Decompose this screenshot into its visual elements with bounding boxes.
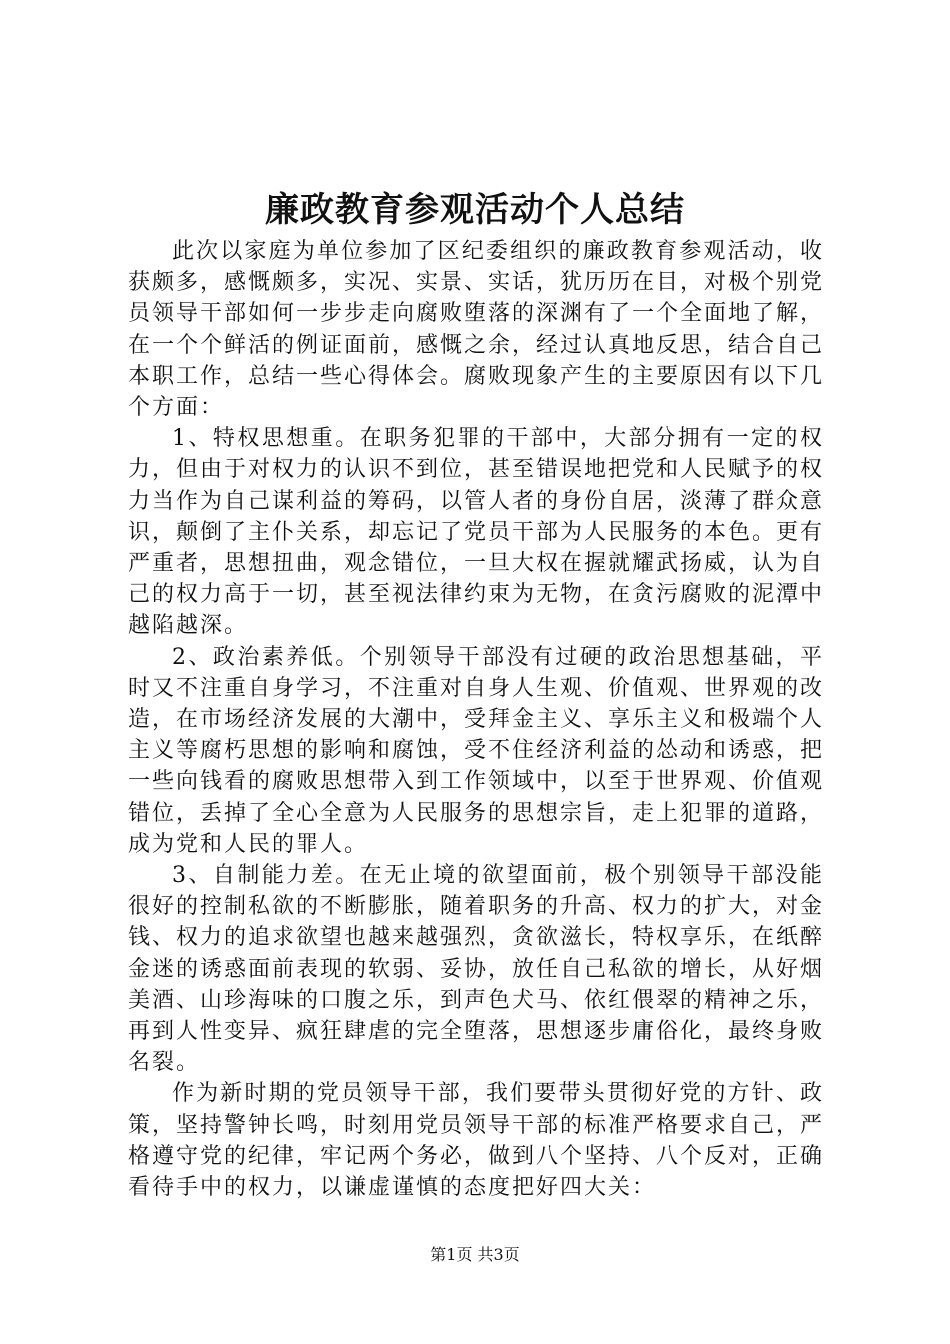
- paragraph-point-3: 3、自制能力差。在无止境的欲望面前，极个别领导干部没能很好的控制私欲的不断膨胀，随着职务的升高、权力的扩大，对金钱、权力的追求欲望也越来越强烈，贪欲滋长，特权享乐，在纸醉金迷的诱惑面前表现的软弱、妥协，放任自己私欲的增长，从好烟美酒、山珍海味的口腹之乐，到声色犬马、依红偎翠的精神之乐，再到人性变异、疯狂肆虐的完全堕落，思想逐步庸俗化，最终身败名裂。: [128, 863, 825, 1076]
- paragraph-point-1: 1、特权思想重。在职务犯罪的干部中，大部分拥有一定的权力，但由于对权力的认识不到位，甚至错误地把党和人民赋予的权力当作为自己谋利益的筹码，以管人者的身份自居，淡薄了群众意识，颠倒了主仆关系，却忘记了党员干部为人民服务的本色。更有严重者，思想扭曲，观念错位，一旦大权在握就耀武扬威，认为自己的权力高于一切，甚至视法律约束为无物，在贪污腐败的泥潭中越陷越深。: [128, 426, 825, 639]
- paragraph-point-2: 2、政治素养低。个别领导干部没有过硬的政治思想基础，平时又不注重自身学习，不注重对自身人生观、价值观、世界观的改造，在市场经济发展的大潮中，受拜金主义、享乐主义和极端个人主义等腐朽思想的影响和腐蚀，受不住经济利益的怂动和诱惑，把一些向钱看的腐败思想带入到工作领域中，以至于世界观、价值观错位，丢掉了全心全意为人民服务的思想宗旨，走上犯罪的道路，成为党和人民的罪人。: [128, 644, 825, 857]
- page-number-footer: 第1页 共3页: [430, 1245, 520, 1264]
- document-body: [128, 236, 824, 1203]
- paragraph-conclusion: 作为新时期的党员领导干部，我们要带头贯彻好党的方针、政策，坚持警钟长鸣，时刻用党员领导干部的标准严格要求自己，严格遵守党的纪律，牢记两个务必，做到八个坚持、八个反对，正确看待手中的权力，以谦虚谨慎的态度把好四大关：: [128, 1081, 825, 1201]
- document-title: 廉政教育参观活动个人总结: [265, 190, 685, 230]
- paragraph-intro: 此次以家庭为单位参加了区纪委组织的廉政教育参观活动，收获颇多，感慨颇多，实况、实景、实话，犹历历在目，对极个别党员领导干部如何一步步走向腐败堕落的深渊有了一个全面地了解，在一个个鲜活的例证面前，感慨之余，经过认真地反思，结合自己本职工作，总结一些心得体会。腐败现象产生的主要原因有以下几个方面：: [128, 239, 825, 421]
